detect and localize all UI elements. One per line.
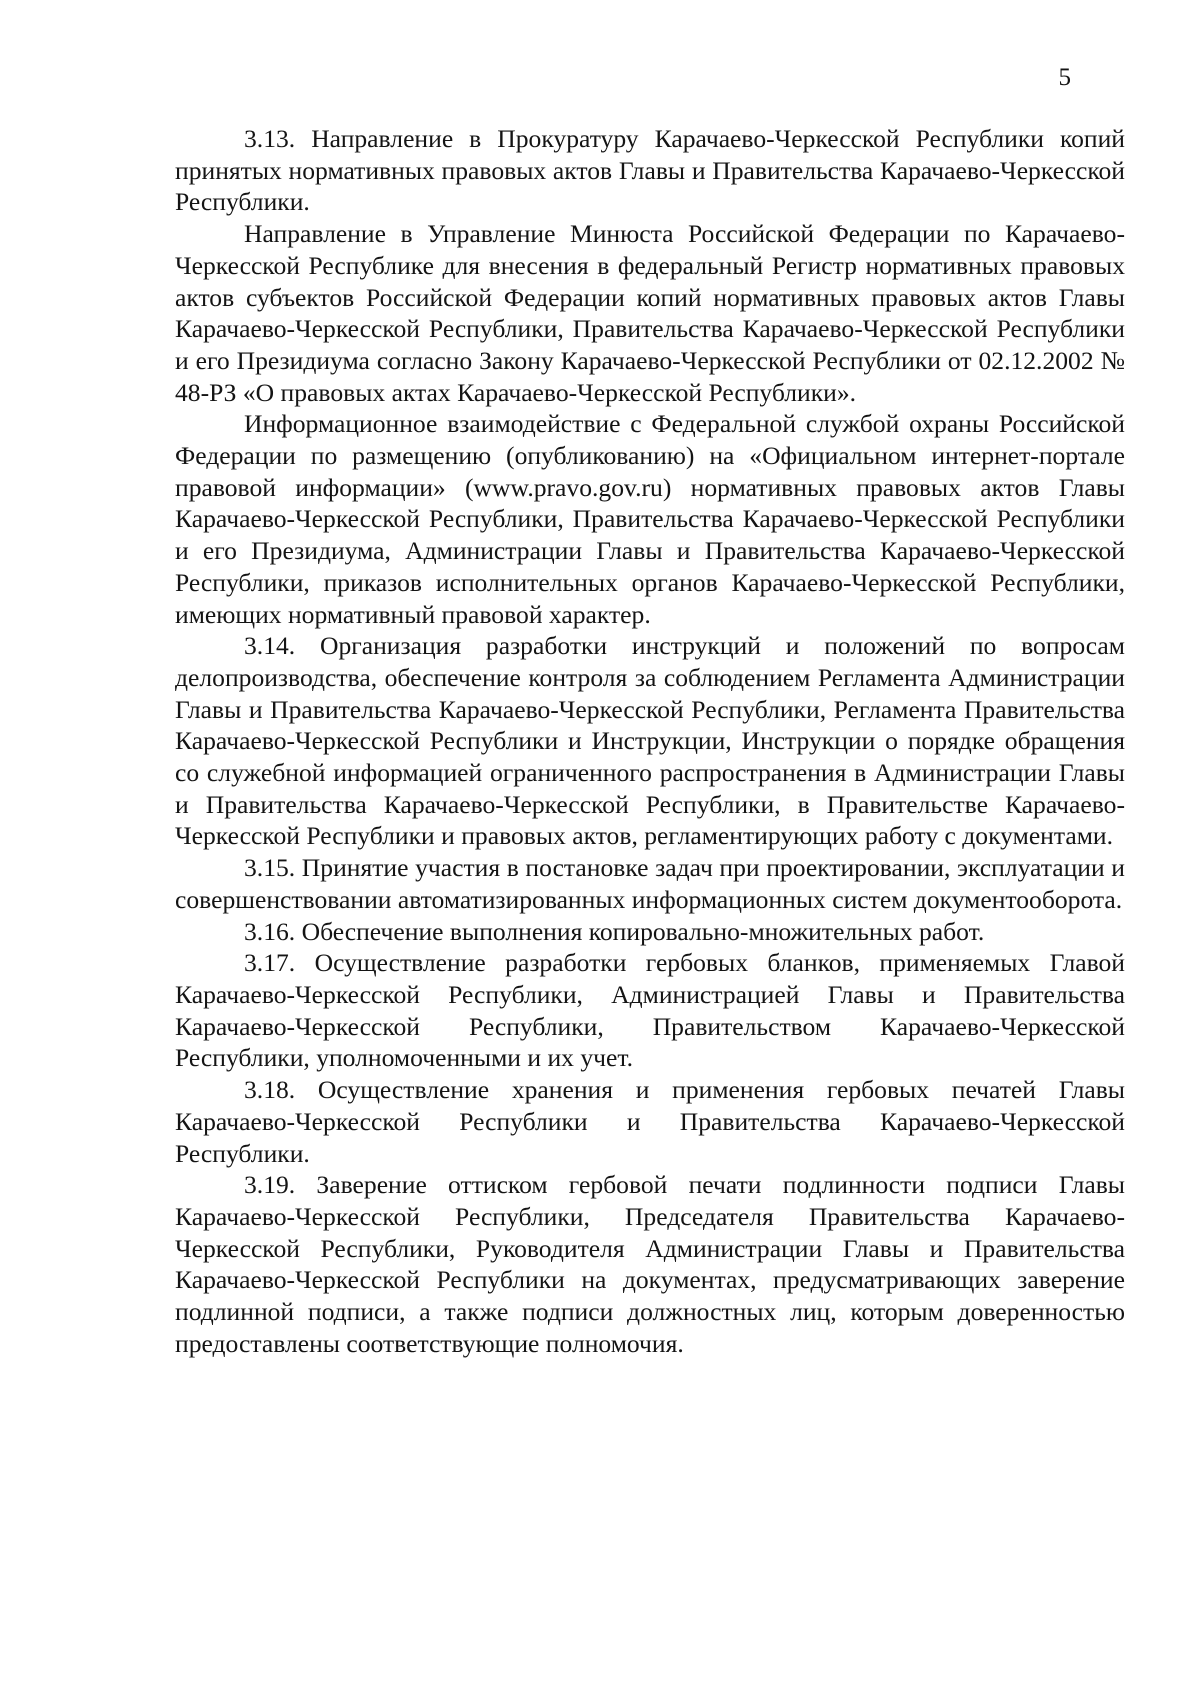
paragraph-fso-publication: Информационное взаимодействие с Федеральной службой охраны Российской Федерации по размещению (опубликованию) на «Официальном интернет-портале правовой информации» (www.pravo.gov.ru) нормативных правовых актов Главы Карачаево-Черкесской Республики, Правительства Карачаево-Черкесской Республики и его Президиума, Администрации Главы и Правительства Карачаево-Черкесской Республики, приказов исполнительных органов Карачаево-Черкесской Республики, имеющих нормативный правовой характер. bbox=[175, 409, 1125, 629]
paragraph-3-19: 3.19. Заверение оттиском гербовой печати подлинности подписи Главы Карачаево-Черкесской Республики, Председателя Правительства Карачаево-Черкесской Республики, Руководителя Администрации Главы и Правительства Карачаево-Черкесской Республики на документах, предусматривающих заверение подлинной подписи, а также подписи должностных лиц, которым доверенностью предоставлены соответствующие полномочия. bbox=[175, 1170, 1125, 1358]
paragraph-3-14: 3.14. Организация разработки инструкций и положений по вопросам делопроизводства, обеспечение контроля за соблюдением Регламента Администрации Главы и Правительства Карачаево-Черкесской Республики, Регламента Правительства Карачаево-Черкесской Республики и Инструкции, Инструкции о порядке обращения со служебной информацией ограниченного распространения в Администрации Главы и Правительства Карачаево-Черкесской Республики, в Правительстве Карачаево-Черкесской Республики и правовых актов, регламентирующих работу с документами. bbox=[175, 631, 1125, 851]
paragraph-3-17: 3.17. Осуществление разработки гербовых бланков, применяемых Главой Карачаево-Черкесской Республики, Администрацией Главы и Правительства Карачаево-Черкесской Республики, Правительством Карачаево-Черкесской Республики, уполномоченными и их учет. bbox=[175, 948, 1125, 1073]
document-body bbox=[175, 123, 1125, 1359]
paragraph-3-15: 3.15. Принятие участия в постановке задач при проектировании, эксплуатации и совершенствовании автоматизированных информационных систем документооборота. bbox=[175, 853, 1125, 914]
page-number: 5 bbox=[1058, 64, 1071, 91]
paragraph-3-16: 3.16. Обеспечение выполнения копировально-множительных работ. bbox=[244, 916, 985, 946]
paragraph-3-18: 3.18. Осуществление хранения и применения гербовых печатей Главы Карачаево-Черкесской Республики и Правительства Карачаево-Черкесской Республики. bbox=[175, 1075, 1125, 1168]
paragraph-minjust-registry: Направление в Управление Минюста Российской Федерации по Карачаево-Черкесской Республике для внесения в федеральный Регистр нормативных правовых актов субъектов Российской Федерации копий нормативных правовых актов Главы Карачаево-Черкесской Республики, Правительства Карачаево-Черкесской Республики и его Президиума согласно Закону Карачаево-Черкесской Республики от 02.12.2002 № 48-РЗ «О правовых актах Карачаево-Черкесской Республики». bbox=[175, 219, 1125, 407]
paragraph-3-13: 3.13. Направление в Прокуратуру Карачаево-Черкесской Республики копий принятых нормативных правовых актов Главы и Правительства Карачаево-Черкесской Республики. bbox=[175, 124, 1125, 217]
